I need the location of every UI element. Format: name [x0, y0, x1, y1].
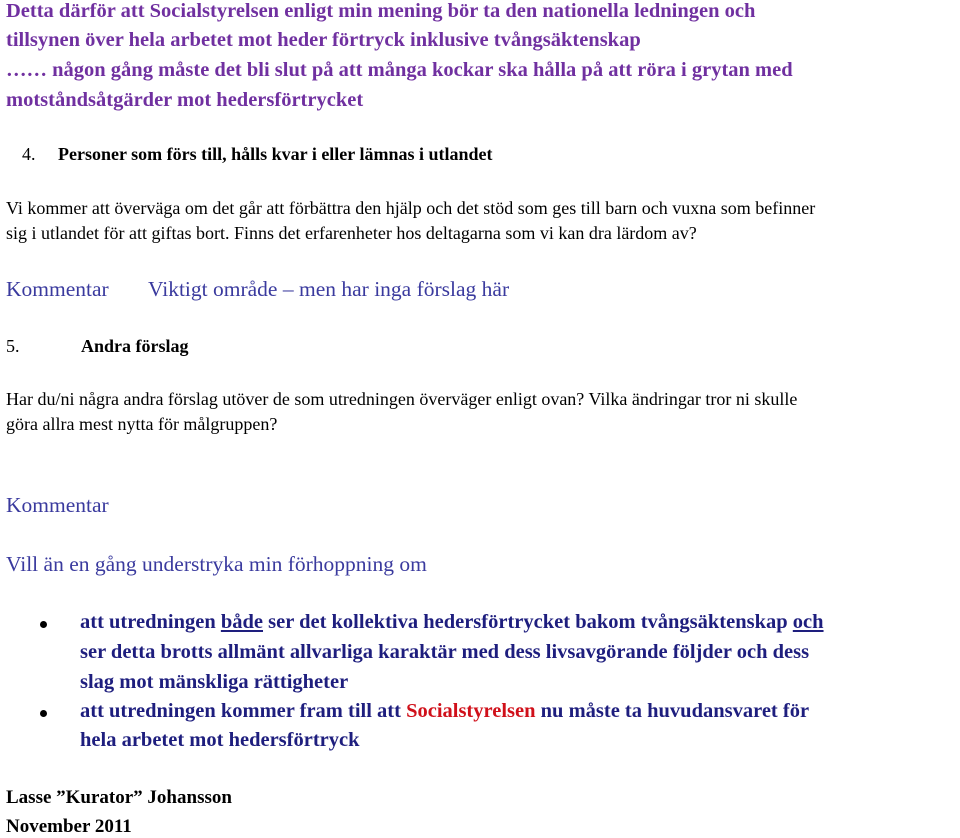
intro-line-2: tillsynen över hela arbetet mot heder förtryck inklusive tvångsäktenskap	[6, 29, 641, 51]
section-4-body-line-2: sig i utlandet för att giftas bort. Finns det erfarenheter hos deltagarna som vi kan dra lärdom av?	[6, 223, 697, 243]
section-4-comment-label: Kommentar	[6, 277, 109, 301]
bullet-1-underlined-both: både	[220, 611, 264, 633]
bullet-dot-1	[40, 621, 47, 628]
section-4-body-line-1: Vi kommer att överväga om det går att förbättra den hjälp och det stöd som ges till barn och vuxna som befinner	[6, 198, 816, 218]
section-5-body-line-2: göra allra mest nytta för målgruppen?	[6, 414, 278, 434]
bullet-2-text-b: nu måste ta huvudansvaret för	[535, 700, 810, 722]
bullet-2-line-2: hela arbetet mot hedersförtryck	[80, 729, 360, 751]
section-5-number: 5.	[6, 336, 20, 356]
section-4-comment-text: Viktigt område – men har inga förslag här	[148, 277, 510, 301]
bullet-1-underlined-and: och	[792, 611, 824, 633]
intro-line-4: motståndsåtgärder mot hedersförtrycket	[6, 89, 364, 111]
section-5-body-line-1: Har du/ni några andra förslag utöver de som utredningen överväger enligt ovan? Vilka ändringar tror ni skulle	[6, 389, 798, 409]
bullet-2-socialstyrelsen: Socialstyrelsen	[406, 700, 536, 722]
intro-line-1: Detta därför att Socialstyrelsen enligt min mening bör ta den nationella ledningen och	[6, 0, 756, 22]
bullet-2-text-a: att utredningen kommer fram till att	[80, 700, 407, 722]
bullet-1-line-2: ser detta brotts allmänt allvarliga karaktär med dess livsavgörande följder och dess	[80, 641, 810, 663]
section-5-heading: Andra förslag	[81, 336, 189, 356]
bullet-1-text-a: att utredningen	[80, 611, 221, 633]
signature-date: November 2011	[6, 816, 132, 837]
section-4-number: 4.	[22, 144, 36, 164]
section-4-heading: Personer som förs till, hålls kvar i eller lämnas i utlandet	[58, 144, 493, 164]
bullet-1-line-3: slag mot mänskliga rättigheter	[80, 671, 349, 693]
signature-name: Lasse ”Kurator” Johansson	[6, 787, 232, 808]
bullet-dot-2	[40, 710, 47, 717]
section-5-lead: Vill än en gång understryka min förhoppning om	[6, 552, 427, 576]
section-5-comment-label: Kommentar	[6, 493, 109, 517]
bullet-1-line-1	[80, 611, 824, 634]
intro-line-3: …… någon gång måste det bli slut på att många kockar ska hålla på att röra i grytan med	[6, 59, 793, 81]
bullet-2-line-1	[80, 700, 809, 723]
bullet-1-text-b: ser det kollektiva hedersförtrycket bakom tvångsäktenskap	[263, 611, 793, 633]
